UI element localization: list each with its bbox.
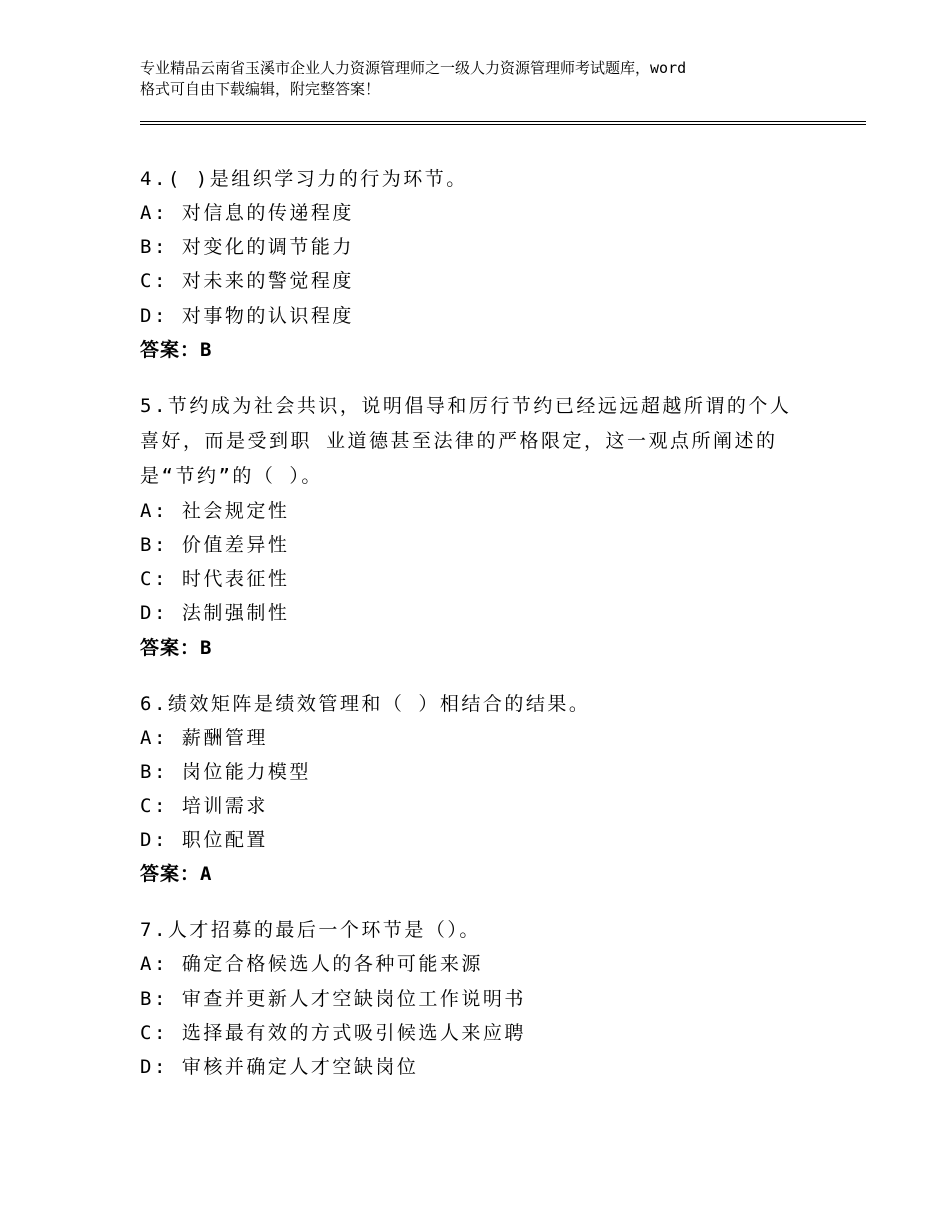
document-header	[140, 58, 840, 100]
option-b: B: 岗位能力模型	[140, 760, 311, 783]
spacer	[140, 665, 830, 687]
option-d: D: 对事物的认识程度	[140, 304, 354, 327]
question-4	[140, 162, 830, 367]
answer-line: 答案：B	[140, 338, 213, 361]
option-b: B: 价值差异性	[140, 534, 290, 557]
header-title-line-1: 专业精品云南省玉溪市企业人力资源管理师之一级人力资源管理师考试题库，word	[140, 59, 687, 77]
question-6	[140, 687, 830, 892]
option-d: D: 审核并确定人才空缺岗位	[140, 1056, 419, 1079]
header-divider-top	[140, 121, 866, 122]
question-list	[140, 162, 830, 1084]
header-title-line-2: 格式可自由下载编辑，附完整答案！	[140, 80, 381, 98]
spacer	[140, 367, 830, 389]
answer-line: 答案：B	[140, 636, 213, 659]
option-b: B: 对变化的调节能力	[140, 236, 354, 259]
option-c: C: 选择最有效的方式吸引候选人来应聘	[140, 1021, 526, 1044]
answer-line: 答案：A	[140, 863, 213, 886]
option-a: A: 确定合格候选人的各种可能来源	[140, 953, 483, 976]
question-stem-line-1: 5.节约成为社会共识，说明倡导和厉行节约已经远远超越所谓的个人	[140, 394, 792, 417]
option-d: D: 法制强制性	[140, 602, 290, 625]
question-7	[140, 913, 830, 1084]
header-divider-bottom	[140, 124, 866, 125]
option-c: C: 时代表征性	[140, 568, 290, 591]
option-b: B: 审查并更新人才空缺岗位工作说明书	[140, 987, 526, 1010]
option-d: D: 职位配置	[140, 829, 268, 852]
option-c: C: 对未来的警觉程度	[140, 270, 354, 293]
spacer	[140, 891, 830, 913]
option-a: A: 对信息的传递程度	[140, 202, 354, 224]
question-stem-line-2: 喜好，而是受到职 业道德甚至法律的严格限定，这一观点所阐述的	[140, 429, 778, 452]
option-a: A: 薪酬管理	[140, 726, 268, 749]
question-5	[140, 389, 830, 665]
option-a: A: 社会规定性	[140, 499, 290, 522]
option-c: C: 培训需求	[140, 795, 268, 818]
question-stem: 6.绩效矩阵是绩效管理和（ ）相结合的结果。	[140, 692, 591, 715]
question-stem: 7.人才招募的最后一个环节是（）。	[140, 919, 481, 942]
question-stem-line-3: 是“节约”的（ ）。	[140, 464, 323, 487]
question-stem: 4.( )是组织学习力的行为环节。	[140, 168, 468, 190]
